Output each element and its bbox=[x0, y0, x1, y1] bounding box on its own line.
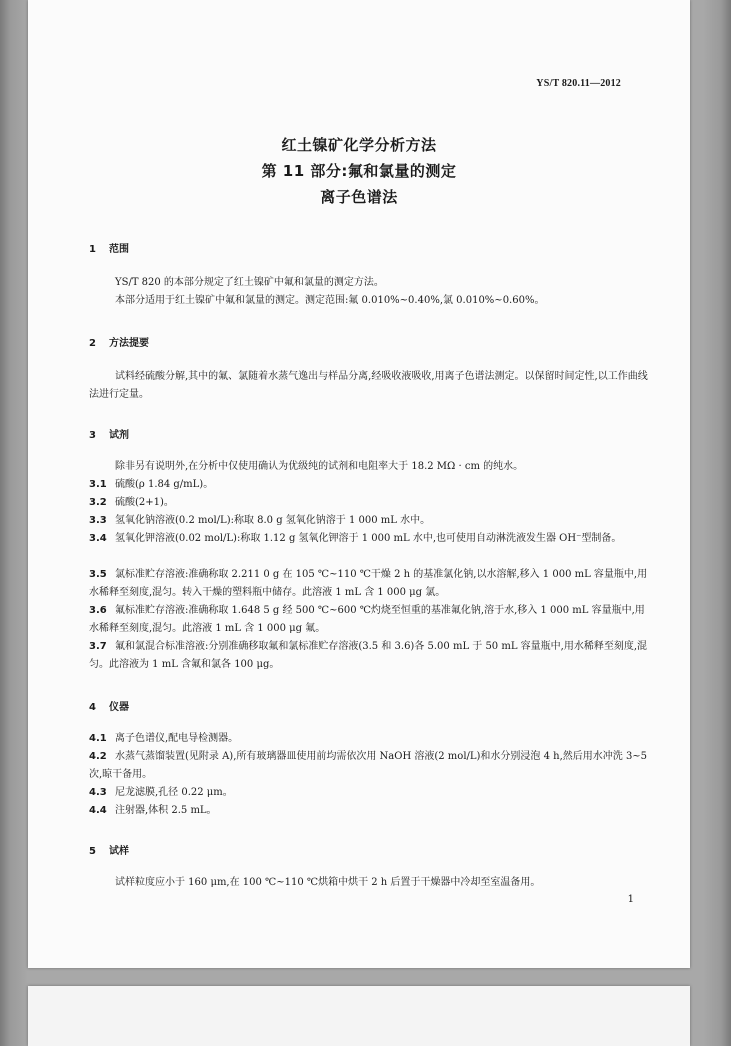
item-text: 水蒸气蒸馏装置(见附录 A),所有玻璃器皿使用前均需依次用 NaOH 溶液(2 mol/L)和水分别浸泡 4 h,然后用水冲洗 3~5 次,晾干备用。 bbox=[89, 751, 648, 780]
list-item bbox=[89, 638, 649, 674]
item-number: 3.1 bbox=[89, 479, 107, 490]
list-item bbox=[89, 530, 649, 548]
item-text: 氟标准贮存溶液:准确称取 1.648 5 g 经 500 ℃~600 ℃灼烧至恒重的基准氟化钠,溶于水,移入 1 000 mL 容量瓶中,用水稀释至刻度,混匀。此溶液 1 mL 含 1 000 μg 氟。 bbox=[89, 605, 645, 634]
list-item bbox=[89, 802, 649, 820]
title-line-1: 红土镍矿化学分析方法 bbox=[281, 136, 437, 154]
item-number: 4.3 bbox=[89, 787, 107, 798]
section-title: 范围 bbox=[109, 244, 129, 255]
title-line-3: 离子色谱法 bbox=[320, 188, 398, 206]
section-1-heading bbox=[89, 240, 129, 255]
section-title: 试样 bbox=[109, 846, 129, 857]
section-1-paragraph-2: 本部分适用于红土镍矿中氟和氯量的测定。测定范围:氟 0.010%~0.40%,氯 0.010%~0.60%。 bbox=[115, 295, 545, 306]
item-text: 尼龙滤膜,孔径 0.22 μm。 bbox=[115, 787, 233, 798]
section-title: 方法提要 bbox=[109, 338, 149, 349]
list-item bbox=[89, 476, 649, 494]
section-number: 5 bbox=[89, 846, 96, 857]
section-1-paragraph-1: YS/T 820 的本部分规定了红土镍矿中氟和氯量的测定方法。 bbox=[115, 277, 384, 288]
item-text: 氟和氯混合标准溶液:分别准确移取氟和氯标准贮存溶液(3.5 和 3.6)各 5.00 mL 于 50 mL 容量瓶中,用水稀释至刻度,混匀。此溶液为 1 mL 含氟和氯各 100 μg。 bbox=[89, 641, 648, 670]
section-title: 试剂 bbox=[109, 430, 129, 441]
section-number: 2 bbox=[89, 338, 96, 349]
item-text: 硫酸(ρ 1.84 g/mL)。 bbox=[115, 479, 214, 490]
section-2-heading bbox=[89, 334, 149, 349]
list-item bbox=[89, 566, 649, 602]
section-number: 1 bbox=[89, 244, 96, 255]
item-text: 氢氧化钠溶液(0.2 mol/L):称取 8.0 g 氢氧化钠溶于 1 000 mL 水中。 bbox=[115, 515, 431, 526]
item-text: 氢氧化钾溶液(0.02 mol/L):称取 1.12 g 氢氧化钾溶于 1 000 mL 水中,也可使用自动淋洗液发生器 OH⁻型制备。 bbox=[115, 533, 622, 544]
item-number: 3.6 bbox=[89, 605, 107, 616]
item-text: 硫酸(2+1)。 bbox=[115, 497, 174, 508]
item-number: 4.4 bbox=[89, 805, 107, 816]
item-number: 3.7 bbox=[89, 641, 107, 652]
standard-number: YS/T 820.11—2012 bbox=[536, 78, 621, 89]
document-page bbox=[28, 0, 690, 968]
list-item bbox=[89, 784, 649, 802]
section-5-heading bbox=[89, 842, 129, 857]
section-3-intro: 除非另有说明外,在分析中仅使用确认为优级纯的试剂和电阻率大于 18.2 MΩ · cm 的纯水。 bbox=[115, 461, 524, 472]
section-title: 仪器 bbox=[109, 702, 129, 713]
list-item bbox=[89, 730, 649, 748]
item-number: 4.1 bbox=[89, 733, 107, 744]
item-number: 3.4 bbox=[89, 533, 107, 544]
section-3-heading bbox=[89, 426, 129, 441]
item-number: 3.2 bbox=[89, 497, 107, 508]
title-line-2: 第 11 部分:氟和氯量的测定 bbox=[261, 162, 457, 180]
page-number: 1 bbox=[627, 894, 634, 905]
section-number: 3 bbox=[89, 430, 96, 441]
list-item bbox=[89, 512, 649, 530]
list-item bbox=[89, 602, 649, 638]
section-4-heading bbox=[89, 698, 129, 713]
item-number: 3.5 bbox=[89, 569, 107, 580]
item-number: 4.2 bbox=[89, 751, 107, 762]
section-number: 4 bbox=[89, 702, 96, 713]
item-text: 离子色谱仪,配电导检测器。 bbox=[115, 733, 239, 744]
list-item bbox=[89, 748, 649, 784]
item-text: 注射器,体积 2.5 mL。 bbox=[115, 805, 217, 816]
list-item bbox=[89, 494, 649, 512]
next-page-edge bbox=[28, 986, 690, 1046]
item-number: 3.3 bbox=[89, 515, 107, 526]
item-text: 氯标准贮存溶液:准确称取 2.211 0 g 在 105 ℃~110 ℃干燥 2 h 的基准氯化钠,以水溶解,移入 1 000 mL 容量瓶中,用水稀释至刻度,混匀。转入干燥的塑料瓶中储存。此溶液 1 mL 含 1 000 μg 氯。 bbox=[89, 569, 648, 598]
section-2-paragraph-1: 试料经硫酸分解,其中的氟、氯随着水蒸气逸出与样品分离,经吸收液吸收,用离子色谱法测定。以保留时间定性,以工作曲线法进行定量。 bbox=[89, 371, 648, 400]
section-5-paragraph-1: 试样粒度应小于 160 μm,在 100 ℃~110 ℃烘箱中烘干 2 h 后置于干燥器中冷却至室温备用。 bbox=[115, 877, 541, 888]
